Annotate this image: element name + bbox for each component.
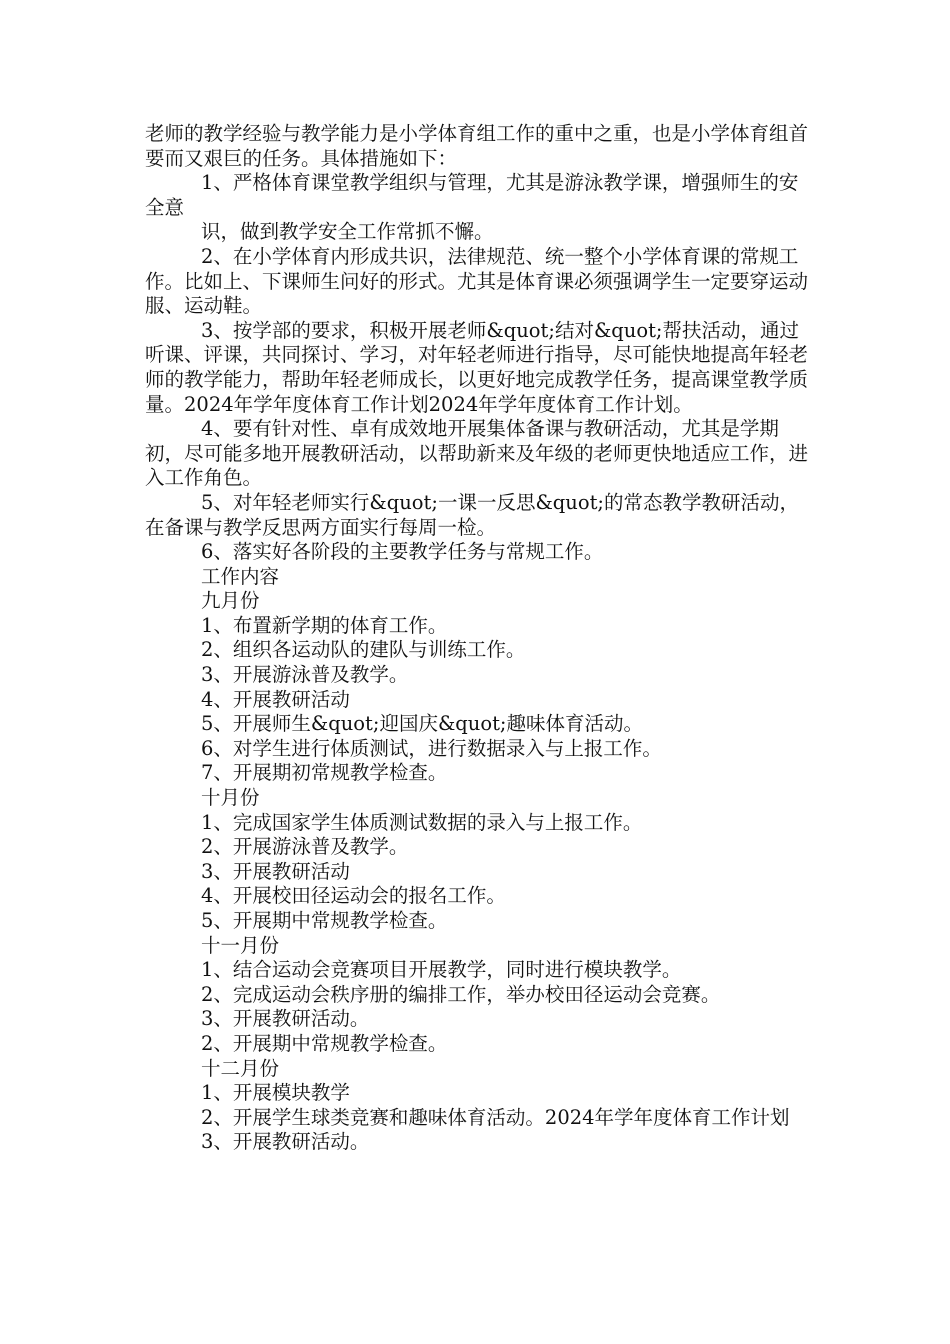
list-item: 3、开展教研活动。 (201, 1130, 370, 1154)
list-item: 3、开展教研活动。 (201, 1007, 370, 1031)
section-heading: 工作内容 (201, 564, 280, 588)
list-item: 7、开展期初常规教学检查。 (201, 761, 448, 785)
list-item: 2、开展期中常规教学检查。 (201, 1031, 448, 1055)
list-item: 5、开展师生&quot;迎国庆&quot;趣味体育活动。 (201, 712, 643, 736)
paragraph: 老师的教学经验与教学能力是小学体育组工作的重中之重，也是小学体育组首要而又艰巨的任务。具体措施如下： (145, 122, 809, 170)
paragraph: 识，做到教学安全工作常抓不懈。 (201, 220, 494, 244)
list-item: 2、组织各运动队的建队与训练工作。 (201, 638, 526, 662)
list-item: 3、开展教研活动 (201, 859, 350, 883)
list-item: 1、结合运动会竞赛项目开展教学，同时进行模块教学。 (201, 958, 682, 982)
month-heading: 十二月份 (201, 1056, 280, 1080)
paragraph: 5、对年轻老师实行&quot;一课一反思&quot;的常态教学教研活动，在备课与教学反思两方面实行每周一检。 (145, 490, 799, 539)
list-item: 2、开展游泳普及教学。 (201, 835, 409, 859)
list-item: 2、完成运动会秩序册的编排工作，举办校田径运动会竞赛。 (201, 982, 721, 1006)
list-item: 2、开展学生球类竞赛和趣味体育活动。2024年学年度体育工作计划 (201, 1105, 790, 1129)
list-item: 5、开展期中常规教学检查。 (201, 909, 448, 932)
paragraph: 3、按学部的要求，积极开展老师&quot;结对&quot;帮扶活动，通过听课、评课，共同探讨、学习，对年轻老师进行指导，尽可能快地提高年轻老师的教学能力，帮助年轻老师成长，以更好地完成教学任务，提高课堂教学质量。2024年学年度体育工作计划2024年学年度体育工作计划。 (145, 318, 809, 416)
paragraph: 6、落实好各阶段的主要教学任务与常规工作。 (201, 540, 604, 564)
list-item: 4、开展教研活动 (201, 687, 350, 711)
month-heading: 十一月份 (201, 933, 280, 957)
month-heading: 十月份 (201, 786, 260, 810)
list-item: 1、布置新学期的体育工作。 (201, 613, 448, 637)
list-item: 1、完成国家学生体质测试数据的录入与上报工作。 (201, 810, 643, 834)
document-body (145, 122, 810, 1155)
paragraph: 1、严格体育课堂教学组织与管理，尤其是游泳教学课，增强师生的安全意 (145, 171, 799, 219)
list-item: 1、开展模块教学 (201, 1081, 350, 1105)
list-item: 6、对学生进行体质测试，进行数据录入与上报工作。 (201, 736, 662, 760)
paragraph: 2、在小学体育内形成共识，法律规范、统一整个小学体育课的常规工作。比如上、下课师生问好的形式。尤其是体育课必须强调学生一定要穿运动服、运动鞋。 (145, 244, 809, 318)
paragraph: 4、要有针对性、卓有成效地开展集体备课与教研活动，尤其是学期初，尽可能多地开展教研活动，以帮助新来及年级的老师更快地适应工作，进入工作角色。 (145, 417, 809, 490)
list-item: 4、开展校田径运动会的报名工作。 (201, 884, 506, 908)
list-item: 3、开展游泳普及教学。 (201, 663, 409, 687)
month-heading: 九月份 (201, 589, 260, 613)
